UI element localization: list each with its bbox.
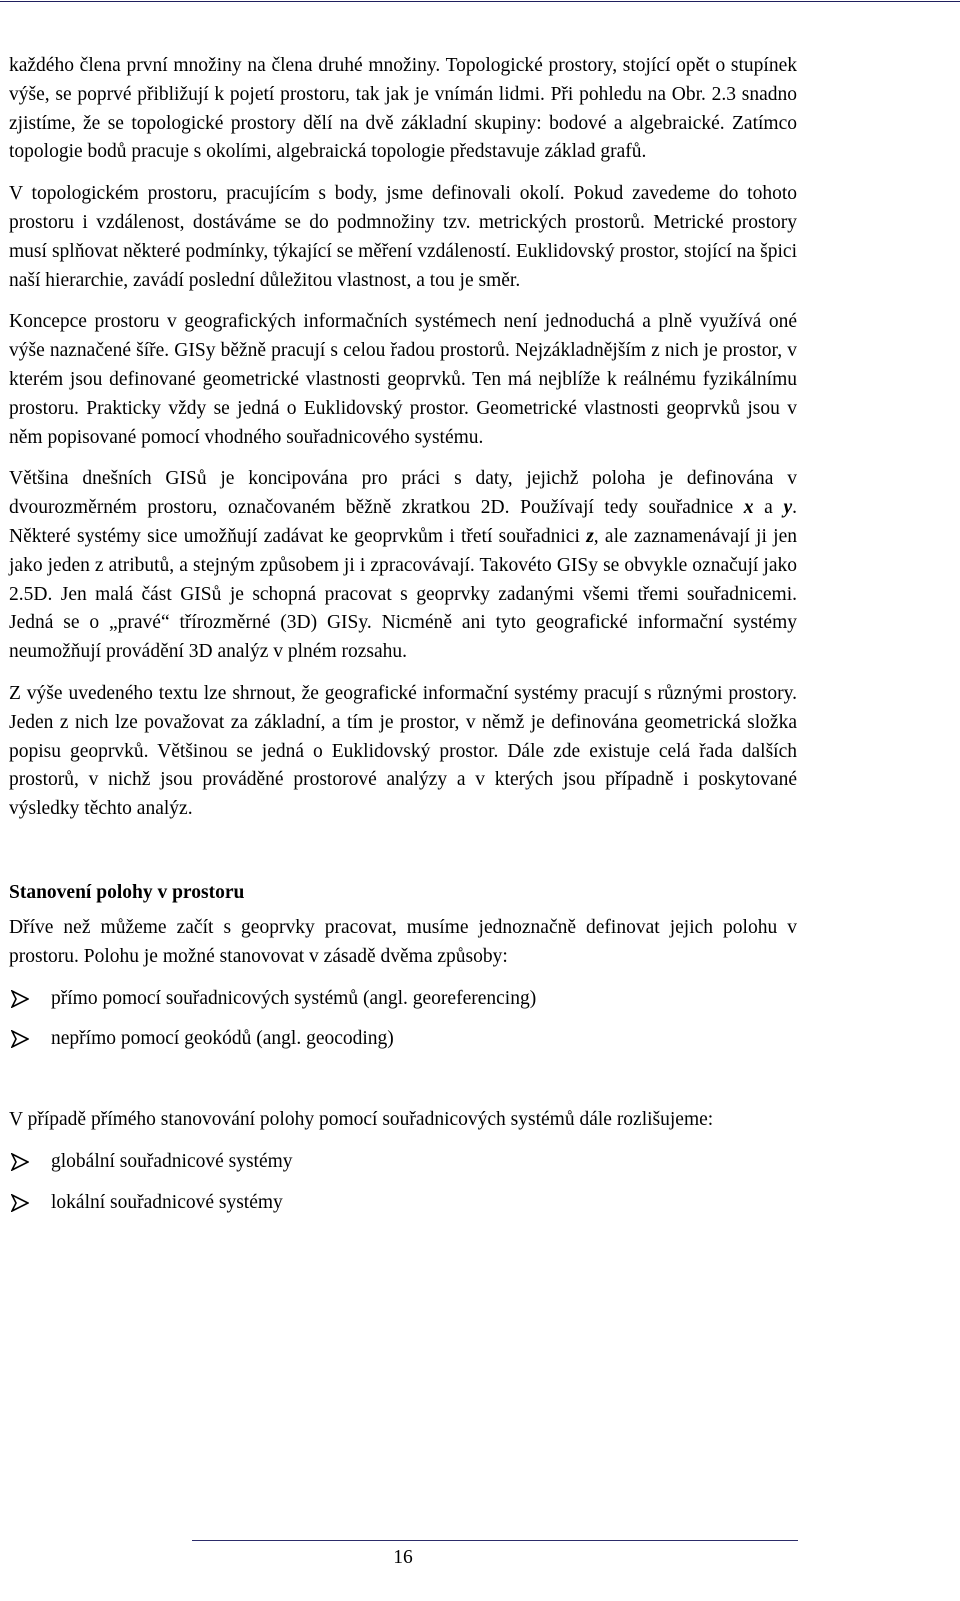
list-item-text: lokální souřadnicové systémy (51, 1191, 283, 1213)
text-run: . Některé systémy sice umožňují zadávat ke geoprvkům i třetí souřadnici (9, 497, 797, 547)
paragraph: Koncepce prostoru v geografických informačních systémech není jednoduchá a plně využívá oné výše naznačené šíře. GISy běžně pracují s celou řadou prostorů. Nejzákladnějším z nich je prostor, v kterém jsou definované geometrické vlastnosti geoprvků. Ten má nejblíže k reálnému fyzikálnímu prostoru. Prakticky vždy se jedná o Euklidovský prostor. Geometrické vlastnosti geoprvků jsou v něm popisované pomocí vhodného souřadnicového systému. (9, 311, 797, 448)
section-heading: Stanovení polohy v prostoru (9, 881, 245, 903)
coordinate-z: z (586, 525, 594, 547)
arrowhead-bullet-icon (11, 1153, 29, 1171)
paragraph-coordinates (9, 465, 797, 667)
paragraph: každého člena první množiny na člena druhé množiny. Topologické prostory, stojící opět o stupínek výše, se poprvé přibližují k pojetí prostoru, tak jak je vnímán lidmi. Při pohledu na Obr. 2.3 snadno zjistíme, že se topologické prostory dělí na dvě základní skupiny: bodové a algebraické. Zatímco topologie bodů pracuje s okolími, algebraická topologie představuje základ grafů. (9, 55, 797, 163)
list-item (9, 1148, 797, 1177)
arrowhead-bullet-icon (11, 1030, 29, 1048)
list-item-text: nepřímo pomocí geokódů (angl. geocoding) (51, 1028, 394, 1050)
coordinate-x: x (743, 497, 754, 519)
top-rule (0, 1, 960, 2)
arrowhead-bullet-icon (11, 1194, 29, 1212)
text-run: Většina dnešních GISů je koncipována pro práci s daty, jejichž poloha je definována v dvourozměrném prostoru, označovaném běžně zkratkou 2D. Používají tedy souřadnice (9, 468, 797, 519)
text-run: , ale zaznamenávají ji jen jako jeden z atributů, a stejným způsobem ji i zpracovávají. Takovéto GISy se obvykle označují jako 2.5D. Jen malá část GISů je schopná pracovat s geoprvky zadanými všemi třemi souřadnicemi. Jedná se o „pravé“ třírozměrné (3D) GISy. Nicméně ani tyto geografické informační systémy neumožňují provádění 3D analýz v plném rozsahu. (9, 525, 797, 663)
system-list (9, 1148, 797, 1218)
page-content (9, 52, 797, 1230)
list-item (9, 1189, 797, 1218)
method-list (9, 985, 797, 1055)
paragraph: V případě přímého stanovování polohy pomocí souřadnicových systémů dále rozlišujeme: (9, 1109, 714, 1131)
list-item (9, 985, 797, 1014)
paragraph: V topologickém prostoru, pracujícím s body, jsme definovali okolí. Pokud zavedeme do tohoto prostoru i vzdálenost, dostáváme se do podmnožiny tzv. metrických prostorů. Metrické prostory musí splňovat některé podmínky, týkající se měření vzdáleností. Euklidovský prostor, stojící na špici naší hierarchie, zavádí poslední důležitou vlastnost, a tou je směr. (9, 183, 797, 291)
coordinate-y: y (783, 497, 793, 519)
list-item-text: globální souřadnicové systémy (51, 1150, 293, 1172)
page-number: 16 (393, 1547, 413, 1568)
footer-rule (192, 1540, 798, 1541)
list-item (9, 1025, 797, 1054)
list-item-text: přímo pomocí souřadnicových systémů (angl. georeferencing) (51, 987, 537, 1009)
section-intro: Dříve než můžeme začít s geoprvky pracovat, musíme jednoznačně definovat jejich polohu v prostoru. Polohu je možné stanovovat v zásadě dvěma způsoby: (9, 916, 797, 967)
paragraph: Z výše uvedeného textu lze shrnout, že geografické informační systémy pracují s různými prostory. Jeden z nich lze považovat za základní, a tím je prostor, v němž je definována geometrická složka popisu geoprvků. Většinou se jedná o Euklidovský prostor. Dále zde existuje celá řada dalších prostorů, v nichž jsou prováděné prostorové analýzy a v kterých jsou případně i poskytované výsledky těchto analýz. (9, 682, 797, 820)
text-run: a (753, 497, 784, 519)
arrowhead-bullet-icon (11, 990, 29, 1008)
